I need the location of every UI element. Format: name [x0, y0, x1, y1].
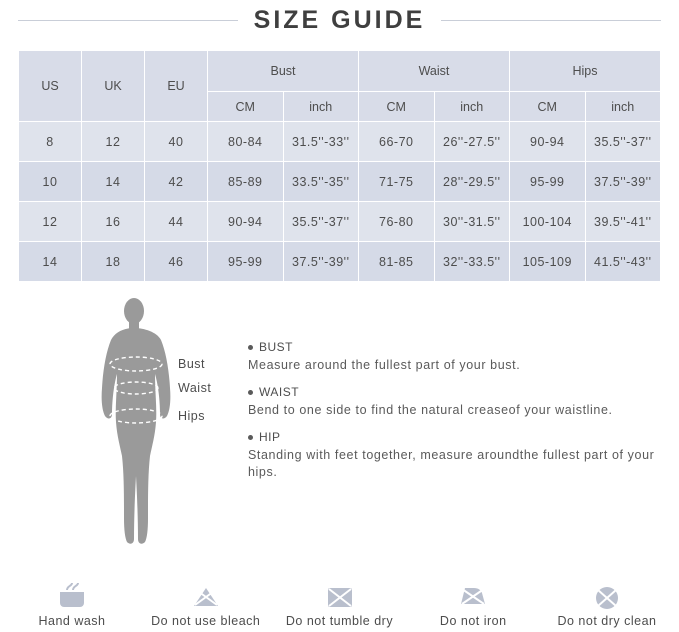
- cell-bust-cm: 90-94: [208, 202, 284, 242]
- instruction-heading-wrap: [248, 385, 661, 399]
- care-icon-wrap: [407, 576, 539, 612]
- female-body-silhouette-icon: [84, 296, 184, 546]
- figure-label-hips: Hips: [178, 409, 206, 423]
- header-eu: EU: [145, 51, 208, 122]
- cell-us: 12: [19, 202, 82, 242]
- cell-hips-inch: 35.5''-37'': [585, 122, 661, 162]
- title-rule-right: [441, 20, 661, 21]
- care-icon-wrap: [541, 576, 673, 612]
- cell-uk: 14: [82, 162, 145, 202]
- cell-hips-inch: 41.5''-43'': [585, 242, 661, 282]
- instruction-heading: HIP: [259, 430, 281, 444]
- cell-eu: 42: [145, 162, 208, 202]
- cell-waist-cm: 81-85: [359, 242, 435, 282]
- care-label: Do not tumble dry: [285, 614, 394, 628]
- header-waist-inch: inch: [434, 92, 510, 122]
- cell-bust-inch: 33.5''-35'': [283, 162, 359, 202]
- cell-uk: 16: [82, 202, 145, 242]
- care-icon-wrap: [274, 576, 406, 612]
- care-item-no-dry-clean: [541, 576, 673, 628]
- instruction-item: [248, 430, 661, 481]
- header-us: US: [19, 51, 82, 122]
- cell-waist-inch: 28''-29.5'': [434, 162, 510, 202]
- care-item-no-iron: [407, 576, 539, 628]
- header-group-waist: Waist: [359, 51, 510, 92]
- table-row: [19, 122, 661, 162]
- care-item-hand-wash: [6, 576, 138, 628]
- cell-bust-inch: 37.5''-39'': [283, 242, 359, 282]
- cell-bust-inch: 35.5''-37'': [283, 202, 359, 242]
- cell-hips-cm: 90-94: [510, 122, 586, 162]
- cell-bust-cm: 85-89: [208, 162, 284, 202]
- figure-label-bust: Bust: [178, 357, 206, 371]
- figure-box: [18, 296, 248, 546]
- cell-waist-cm: 66-70: [359, 122, 435, 162]
- header-bust-inch: inch: [283, 92, 359, 122]
- care-instructions-row: [0, 576, 679, 628]
- cell-us: 14: [19, 242, 82, 282]
- cell-bust-cm: 95-99: [208, 242, 284, 282]
- cell-eu: 44: [145, 202, 208, 242]
- cell-bust-cm: 80-84: [208, 122, 284, 162]
- table-row: [19, 162, 661, 202]
- header-waist-cm: CM: [359, 92, 435, 122]
- care-label: Hand wash: [38, 614, 106, 628]
- header-uk: UK: [82, 51, 145, 122]
- care-item-no-tumble-dry: [274, 576, 406, 628]
- cell-hips-cm: 95-99: [510, 162, 586, 202]
- size-table: [18, 50, 661, 282]
- cell-us: 10: [19, 162, 82, 202]
- no-iron-icon: [456, 580, 490, 612]
- instructions-list: [248, 296, 661, 546]
- header-bust-cm: CM: [208, 92, 284, 122]
- header-group-hips: Hips: [510, 51, 661, 92]
- bullet-icon: [248, 435, 253, 440]
- instruction-item: [248, 385, 661, 419]
- bullet-icon: [248, 345, 253, 350]
- care-item-no-bleach: [140, 576, 272, 628]
- cell-us: 8: [19, 122, 82, 162]
- instruction-heading: BUST: [259, 340, 294, 354]
- care-icon-wrap: [140, 576, 272, 612]
- size-table-wrap: [0, 40, 679, 282]
- cell-waist-inch: 32''-33.5'': [434, 242, 510, 282]
- instruction-heading: WAIST: [259, 385, 300, 399]
- title-rule-left: [18, 20, 238, 21]
- care-label: Do not dry clean: [557, 614, 657, 628]
- cell-waist-inch: 30''-31.5'': [434, 202, 510, 242]
- page-title: SIZE GUIDE: [253, 5, 426, 34]
- no-tumble-dry-icon: [323, 580, 357, 612]
- instruction-heading-wrap: [248, 430, 661, 444]
- bullet-icon: [248, 390, 253, 395]
- cell-uk: 12: [82, 122, 145, 162]
- instruction-heading-wrap: [248, 340, 661, 354]
- cell-bust-inch: 31.5''-33'': [283, 122, 359, 162]
- instruction-text: Standing with feet together, measure aroundthe fullest part of your hips.: [248, 448, 655, 479]
- figure-label-waist: Waist: [178, 381, 212, 395]
- measurement-guide-section: [0, 282, 679, 546]
- hand-wash-icon: [55, 580, 89, 612]
- header-hips-inch: inch: [585, 92, 661, 122]
- cell-eu: 46: [145, 242, 208, 282]
- header-hips-cm: CM: [510, 92, 586, 122]
- table-header-row-groups: [19, 51, 661, 92]
- cell-hips-cm: 100-104: [510, 202, 586, 242]
- cell-waist-cm: 76-80: [359, 202, 435, 242]
- cell-hips-cm: 105-109: [510, 242, 586, 282]
- care-label: Do not use bleach: [151, 614, 261, 628]
- table-row: [19, 202, 661, 242]
- instruction-text: Measure around the fullest part of your bust.: [248, 358, 521, 372]
- cell-uk: 18: [82, 242, 145, 282]
- header-group-bust: Bust: [208, 51, 359, 92]
- cell-eu: 40: [145, 122, 208, 162]
- cell-hips-inch: 37.5''-39'': [585, 162, 661, 202]
- page-title-row: [0, 0, 679, 40]
- no-dry-clean-icon: [590, 580, 624, 612]
- care-label: Do not iron: [439, 614, 507, 628]
- cell-hips-inch: 39.5''-41'': [585, 202, 661, 242]
- cell-waist-inch: 26''-27.5'': [434, 122, 510, 162]
- care-icon-wrap: [6, 576, 138, 612]
- instruction-item: [248, 340, 661, 374]
- no-bleach-icon: [189, 580, 223, 612]
- cell-waist-cm: 71-75: [359, 162, 435, 202]
- instruction-text: Bend to one side to find the natural creaseof your waistline.: [248, 403, 613, 417]
- table-row: [19, 242, 661, 282]
